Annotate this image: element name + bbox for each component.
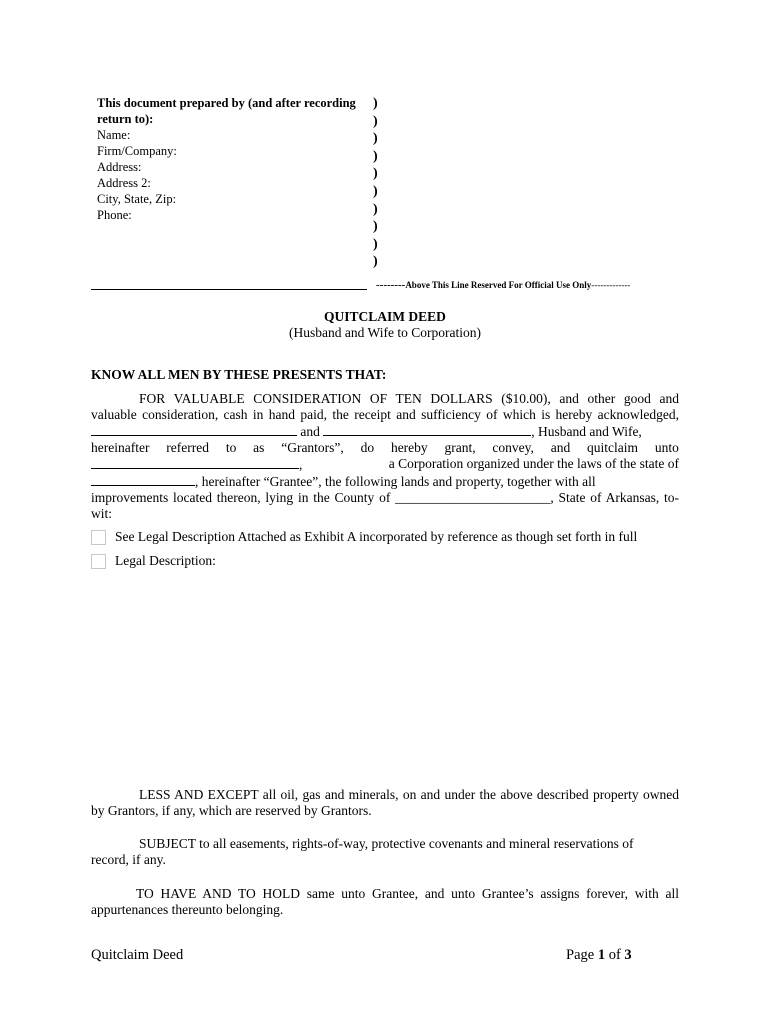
prepared-by-heading-2: return to): (97, 112, 154, 126)
word: convey, (492, 440, 534, 455)
word: and (550, 440, 571, 455)
subject-paragraph (91, 836, 679, 868)
body-line-5 (91, 456, 679, 473)
less-except-line-1: LESS AND EXCEPT all oil, gas and minerals, on and under the above described property owned (139, 787, 679, 802)
state-blank[interactable] (91, 473, 195, 486)
current-page: 1 (597, 947, 606, 963)
field-phone-label: Phone: (97, 208, 132, 222)
word: do (360, 440, 375, 455)
field-name-label: Name: (97, 128, 131, 142)
field-firm-label: Firm/Company: (97, 144, 177, 158)
total-pages: 3 (624, 947, 632, 963)
bracket-column (373, 95, 385, 271)
paren: ) (373, 183, 378, 199)
habendum-line-2: appurtenances thereunto belonging. (91, 902, 284, 917)
grantee-name-blank[interactable] (91, 456, 299, 469)
husband-wife-text: , Husband and Wife, (531, 424, 642, 439)
grantee-comma: , (299, 457, 303, 472)
exhibit-checkbox[interactable] (91, 530, 106, 545)
page-word: Page (566, 947, 595, 963)
corporation-text: a Corporation organized under the laws of the state of (388, 456, 679, 471)
subject-line-1: SUBJECT to all easements, rights-of-way, protective covenants and mineral reservations of (139, 836, 634, 851)
grantor-1-blank[interactable] (91, 423, 297, 436)
know-all-men-heading: KNOW ALL MEN BY THESE PRESENTS THAT: (91, 367, 387, 382)
body-line-3 (91, 423, 679, 440)
habendum-paragraph (91, 886, 679, 918)
and-word: and (300, 424, 320, 439)
body-line-8: wit: (91, 506, 113, 521)
document-subtitle: (Husband and Wife to Corporation) (289, 325, 481, 340)
legal-description-checkbox[interactable] (91, 554, 106, 569)
reserved-notice (376, 277, 630, 293)
less-except-line-2: by Grantors, if any, which are reserved by Grantors. (91, 803, 372, 818)
footer-document-name: Quitclaim Deed (91, 947, 184, 963)
word: hereby (390, 440, 428, 455)
word: unto (654, 440, 679, 455)
consideration-paragraph (91, 391, 679, 522)
prepared-by-block (97, 95, 372, 223)
body-line-7: improvements located thereon, lying in the County of _______________________, State of Arkansas, to- (91, 490, 679, 505)
paren: ) (373, 113, 378, 129)
exhibit-option-label: See Legal Description Attached as Exhibit A incorporated by reference as though set forth in full (115, 529, 638, 544)
body-line-2: valuable consideration, cash in hand paid, the receipt and sufficiency of which is hereby acknowledged, (91, 407, 679, 422)
paren: ) (373, 166, 378, 182)
paren: ) (373, 131, 378, 147)
word: referred (166, 440, 209, 455)
word: quitclaim (587, 440, 639, 455)
word: hereinafter (91, 440, 150, 455)
body-line-4 (91, 440, 679, 456)
footer-page-number (566, 947, 632, 963)
exhibit-option (91, 529, 637, 545)
paren: ) (373, 236, 378, 252)
body-line-6 (91, 473, 679, 490)
field-city-state-zip-label: City, State, Zip: (97, 192, 177, 206)
reserved-text: Above This Line Reserved For Official Use Only (405, 280, 592, 290)
paren: ) (373, 96, 378, 111)
reserved-trail-dashes: ------------- (591, 280, 631, 290)
paren: ) (373, 219, 378, 235)
paren: ) (373, 148, 378, 164)
field-address2-label: Address 2: (97, 176, 151, 190)
word: “Grantors”, (281, 440, 344, 455)
grantor-2-blank[interactable] (323, 423, 531, 436)
subject-line-2: record, if any. (91, 852, 166, 867)
prepared-by-heading-1: This document prepared by (and after recording (97, 96, 356, 110)
word: as (253, 440, 265, 455)
grantee-clause: , hereinafter “Grantee”, the following lands and property, together with all (195, 474, 596, 489)
legal-description-label: Legal Description: (115, 553, 216, 568)
word: to (225, 440, 237, 455)
less-except-paragraph (91, 787, 679, 819)
word: grant, (444, 440, 476, 455)
paren: ) (373, 254, 378, 270)
document-title: QUITCLAIM DEED (324, 309, 446, 324)
paren: ) (373, 201, 378, 217)
legal-description-option (91, 553, 216, 569)
habendum-line-1: TO HAVE AND TO HOLD same unto Grantee, and unto Grantee’s assigns forever, with all (136, 886, 679, 901)
body-line-1: FOR VALUABLE CONSIDERATION OF TEN DOLLARS ($10.00), and other good and (139, 391, 679, 406)
field-address-label: Address: (97, 160, 142, 174)
recording-divider-line (91, 289, 367, 290)
of-word: of (608, 947, 621, 963)
reserved-lead-dashes: -------- (376, 279, 406, 291)
